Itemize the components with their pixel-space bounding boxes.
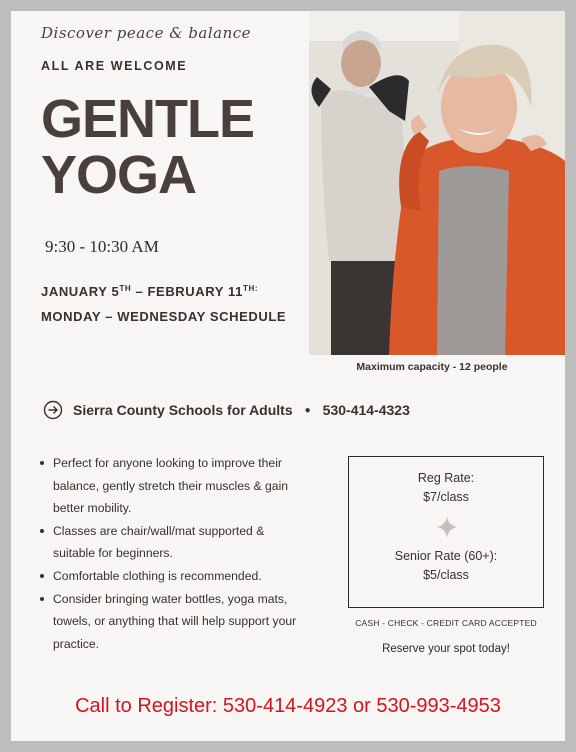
senior-rate-value: $5/class (423, 568, 469, 582)
rates-box (348, 456, 544, 608)
list-item: Perfect for anyone looking to improve their balance, gently stretch their muscles & gain better mobility. (37, 452, 299, 520)
list-item: Comfortable clothing is recommended. (37, 565, 299, 588)
page-title (41, 91, 254, 203)
title-line-1: GENTLE (41, 89, 255, 149)
regular-rate-value: $7/class (423, 490, 469, 504)
title-line-2: YOGA (41, 145, 197, 205)
separator-dot: ● (304, 404, 311, 416)
regular-rate-label: Reg Rate: (417, 471, 475, 485)
start-date-suffix: TH (119, 284, 132, 293)
payment-methods: CASH - CHECK - CREDIT CARD ACCEPTED (355, 618, 537, 628)
senior-rate (349, 547, 543, 585)
sparkle-icon (435, 515, 459, 539)
senior-rate-label: Senior Rate (60+): (394, 549, 498, 563)
capacity-note: Maximum capacity - 12 people (356, 361, 508, 373)
list-item: Classes are chair/wall/mat supported & suitable for beginners. (37, 520, 299, 565)
end-date: – FEBRUARY 11 (131, 284, 243, 299)
list-item: Consider bringing water bottles, yoga mats, towels, or anything that will help support your practice. (37, 588, 299, 656)
date-range (41, 276, 286, 329)
organization-name: Sierra County Schools for Adults (73, 402, 293, 418)
yoga-photo-illustration (309, 11, 565, 355)
start-date: JANUARY 5 (41, 284, 120, 299)
date-line (41, 276, 286, 304)
info-list (37, 452, 299, 655)
schedule-line: MONDAY – WEDNESDAY SCHEDULE (41, 309, 287, 324)
welcome-heading: ALL ARE WELCOME (41, 59, 188, 73)
contact-line (43, 400, 410, 420)
register-call-to-action: Call to Register: 530-414-4923 or 530-993-4953 (75, 695, 501, 717)
flyer-page (11, 11, 565, 741)
arrow-circle-icon (43, 400, 63, 420)
yoga-photo (309, 11, 565, 355)
class-time: 9:30 - 10:30 AM (45, 237, 159, 256)
reserve-note: Reserve your spot today! (382, 643, 510, 655)
end-date-suffix: TH: (242, 284, 259, 293)
tagline: Discover peace & balance (41, 24, 252, 42)
contact-phone: 530-414-4323 (322, 402, 410, 418)
regular-rate (349, 469, 543, 507)
